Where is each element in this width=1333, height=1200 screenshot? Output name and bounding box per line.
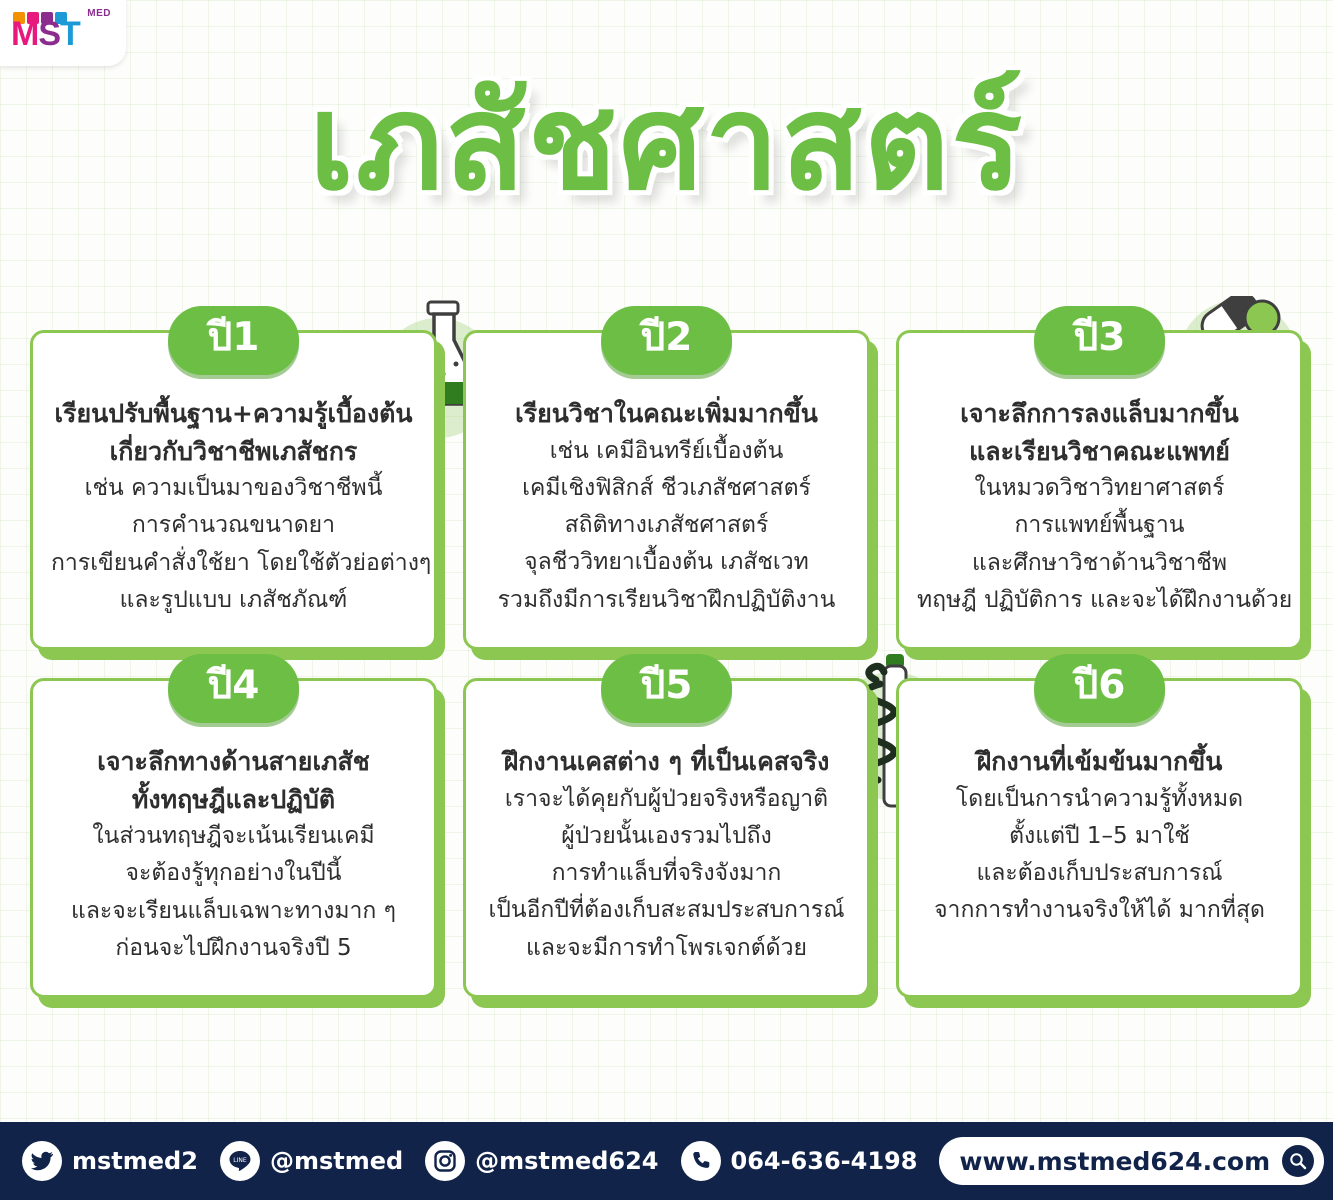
card-line: เช่น ความเป็นมาของวิชาชีพนี้ bbox=[84, 475, 383, 501]
logo-letter-m: M bbox=[11, 15, 39, 53]
card-lines bbox=[51, 395, 432, 619]
footer-item-twitter[interactable] bbox=[22, 1141, 198, 1181]
footer-bar bbox=[0, 1122, 1333, 1200]
card-line: ฝึกงานเคสต่าง ๆ ที่เป็นเคสจริง bbox=[503, 747, 830, 776]
card-lines bbox=[917, 395, 1293, 619]
twitter-icon[interactable] bbox=[22, 1141, 62, 1181]
card-line: และต้องเก็บประสบการณ์ bbox=[976, 860, 1223, 886]
year-badge: ปี5 bbox=[601, 654, 733, 723]
card-year-1 bbox=[30, 315, 437, 650]
card-line: จุลชีววิทยาเบื้องต้น เภสัชเวท bbox=[524, 549, 809, 576]
card-body bbox=[896, 330, 1303, 650]
svg-text:LINE: LINE bbox=[233, 1157, 247, 1164]
website-label: www.mstmed624.com bbox=[959, 1146, 1271, 1176]
card-line: ในหมวดวิชาวิทยาศาสตร์ bbox=[974, 475, 1225, 501]
card-line: ทั้งทฤษฎีและปฏิบัติ bbox=[131, 784, 336, 814]
card-line: รวมถึงมีการเรียนวิชาฝึกปฏิบัติงาน bbox=[497, 586, 836, 613]
line-icon[interactable] bbox=[220, 1141, 260, 1181]
card-line: และรูปแบบ เภสัชภัณฑ์ bbox=[119, 586, 348, 613]
year-badge: ปี6 bbox=[1034, 654, 1166, 723]
card-year-6 bbox=[896, 663, 1303, 998]
year-badge: ปี3 bbox=[1034, 306, 1166, 375]
footer-item-instagram[interactable] bbox=[425, 1141, 658, 1181]
card-year-4 bbox=[30, 663, 437, 998]
year-badge: ปี1 bbox=[168, 306, 300, 375]
card-line: ตั้งแต่ปี 1–5 มาใช้ bbox=[1009, 822, 1190, 849]
card-body bbox=[463, 330, 870, 650]
phone-icon[interactable] bbox=[681, 1141, 721, 1181]
footer-item-label: @mstmed bbox=[269, 1147, 404, 1175]
card-line: เช่น เคมีอินทรีย์เบื้องต้น bbox=[549, 437, 784, 464]
footer-item-line[interactable] bbox=[220, 1141, 403, 1181]
card-line: ฝึกงานที่เข้มข้นมากขึ้น bbox=[976, 747, 1223, 776]
cards-row-2 bbox=[30, 663, 1303, 998]
card-body bbox=[896, 678, 1303, 998]
card-body bbox=[30, 678, 437, 998]
website-button[interactable] bbox=[939, 1137, 1324, 1185]
year-cards bbox=[30, 315, 1303, 998]
card-lines bbox=[484, 395, 849, 619]
card-line: เราจะได้คุยกับผู้ป่วยจริงหรือญาติ bbox=[504, 785, 829, 812]
card-line: เป็นอีกปีที่ต้องเก็บสะสมประสบการณ์ bbox=[488, 897, 845, 924]
year-badge: ปี4 bbox=[168, 654, 300, 723]
card-line: เรียนปรับพื้นฐาน+ความรู้เบื้องต้น bbox=[54, 399, 413, 428]
card-line: และจะเรียนแล็บเฉพาะทางมาก ๆ bbox=[71, 897, 396, 924]
logo-med-label: MED bbox=[87, 8, 111, 19]
page-title: เภสัชศาสตร์ bbox=[308, 66, 1025, 220]
card-lines bbox=[484, 743, 849, 967]
card-line: ในส่วนทฤษฎีจะเน้นเรียนเคมี bbox=[92, 823, 375, 849]
footer-item-label: 064-636-4198 bbox=[730, 1147, 918, 1175]
card-line: จากการทำงานจริงให้ได้ มากที่สุด bbox=[934, 897, 1265, 924]
logo-wordmark bbox=[11, 17, 80, 51]
card-line: เจาะลึกการลงแล็บมากขึ้น bbox=[960, 399, 1239, 428]
card-line: ผู้ป่วยนั้นเองรวมไปถึง bbox=[561, 822, 772, 849]
card-line: การแพทย์พื้นฐาน bbox=[1014, 512, 1185, 539]
year-badge: ปี2 bbox=[601, 306, 733, 375]
card-year-3 bbox=[896, 315, 1303, 650]
card-line: การทำแล็บที่จริงจังมาก bbox=[551, 860, 782, 886]
card-line: และจะมีการทำโพรเจกต์ด้วย bbox=[526, 934, 807, 961]
footer-item-phone[interactable] bbox=[681, 1141, 918, 1181]
card-line: เคมีเชิงฟิสิกส์ ชีวเภสัชศาสตร์ bbox=[522, 474, 811, 501]
search-icon[interactable] bbox=[1282, 1145, 1314, 1177]
card-line: จะต้องรู้ทุกอย่างในปีนี้ bbox=[125, 860, 342, 887]
card-line: เจาะลึกทางด้านสายเภสัช bbox=[97, 747, 370, 776]
logo-letter-t: T bbox=[60, 15, 80, 53]
card-line: ก่อนจะไปฝึกงานจริงปี 5 bbox=[115, 934, 352, 961]
footer-item-label: @mstmed624 bbox=[475, 1147, 659, 1175]
card-body bbox=[463, 678, 870, 998]
instagram-icon[interactable] bbox=[425, 1141, 465, 1181]
logo-letter-s: S bbox=[38, 15, 61, 53]
card-line: และศึกษาวิชาด้านวิชาชีพ bbox=[971, 549, 1228, 576]
card-body bbox=[30, 330, 437, 650]
card-lines bbox=[917, 743, 1282, 930]
card-line: การเขียนคำสั่งใช้ยา โดยใช้ตัวย่อต่างๆ bbox=[51, 549, 432, 576]
card-line: โดยเป็นการนำความรู้ทั้งหมด bbox=[955, 785, 1244, 812]
card-line: เกี่ยวกับวิชาชีพเภสัชกร bbox=[109, 436, 358, 466]
cards-row-1 bbox=[30, 315, 1303, 650]
card-lines bbox=[51, 743, 416, 967]
card-year-2 bbox=[463, 315, 870, 650]
card-line: ทฤษฎี ปฏิบัติการ และจะได้ฝึกงานด้วย bbox=[917, 586, 1293, 613]
card-line: และเรียนวิชาคณะแพทย์ bbox=[969, 436, 1230, 466]
footer-item-label: mstmed2 bbox=[72, 1147, 198, 1175]
card-line: สถิติทางเภสัชศาสตร์ bbox=[564, 512, 769, 538]
brand-logo bbox=[0, 0, 126, 66]
page-title-wrap bbox=[0, 54, 1333, 232]
card-line: เรียนวิชาในคณะเพิ่มมากขึ้น bbox=[515, 399, 818, 428]
card-line: การคำนวณขนาดยา bbox=[131, 512, 336, 539]
card-year-5 bbox=[463, 663, 870, 998]
